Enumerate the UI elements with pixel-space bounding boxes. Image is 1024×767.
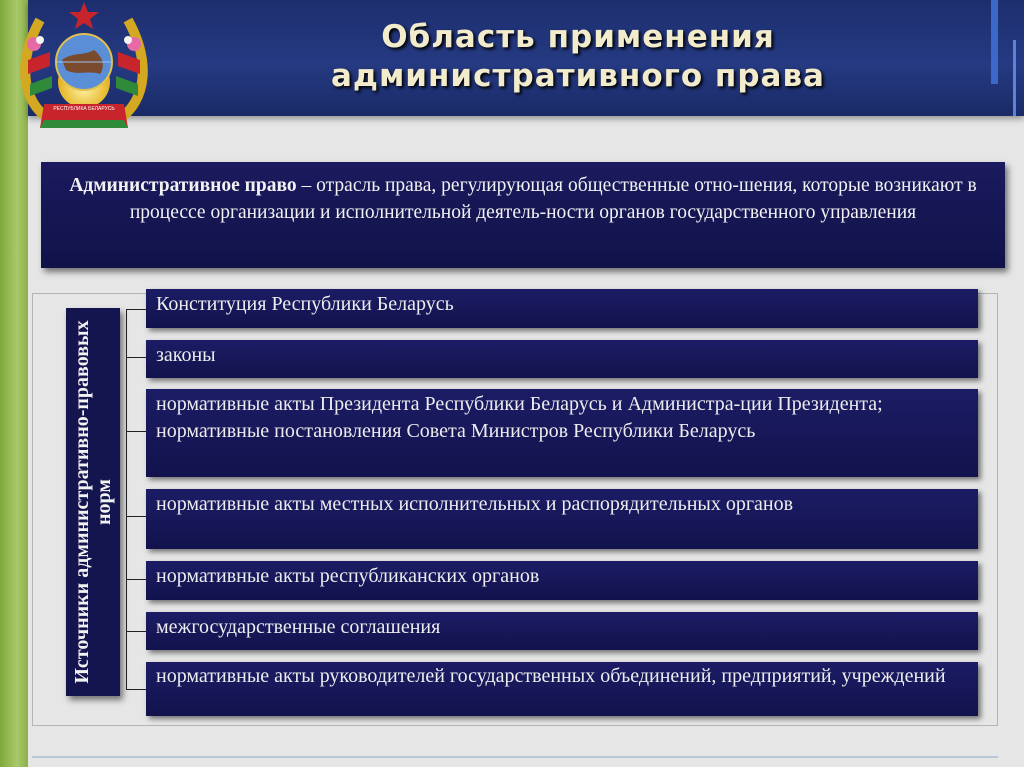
title-line-2: административного права <box>331 58 825 94</box>
source-item-president-acts: нормативные акты Президента Республики Беларусь и Администра-ции Президента; нормативные постановления Совета Министров Республики Беларусь <box>146 389 978 477</box>
coat-of-arms-ribbon-text: РЕСПУБЛИКА БЕЛАРУСЬ <box>53 106 115 112</box>
definition-box <box>41 162 1005 268</box>
source-item-constitution: Конституция Республики Беларусь <box>146 289 978 328</box>
bracket-tick <box>126 689 146 690</box>
bracket-tick <box>126 431 146 432</box>
header-accent-stripe-thin <box>1013 40 1016 116</box>
source-item-interstate-agreements: межгосударственные соглашения <box>146 612 978 650</box>
definition-text: – отрасль права, регулирующая общественные отно-шения, которые возникают в процессе организации и исполнительной деятель-ности органов государственного управления <box>129 175 977 223</box>
sources-bracket-line <box>126 309 127 689</box>
source-item-republican-acts: нормативные акты республиканских органов <box>146 561 978 600</box>
source-item-local-acts: нормативные акты местных исполнительных и распорядительных органов <box>146 489 978 549</box>
coat-of-arms-icon <box>10 0 158 136</box>
bracket-tick <box>126 357 146 358</box>
sources-label-text: Источники административно-правовых норм <box>71 320 115 684</box>
definition-term: Административное право <box>69 175 297 196</box>
slide-title <box>198 18 958 96</box>
bracket-tick <box>126 631 146 632</box>
slide-header <box>28 0 1024 116</box>
bracket-tick <box>126 309 146 310</box>
header-accent-stripe <box>991 0 998 84</box>
footer-line <box>32 756 998 758</box>
source-item-enterprise-acts: нормативные акты руководителей государственных объединений, предприятий, учреждений <box>146 662 978 716</box>
sources-vertical-label <box>66 308 120 696</box>
bracket-tick <box>126 579 146 580</box>
bracket-tick <box>126 516 146 517</box>
source-item-laws: законы <box>146 340 978 378</box>
title-line-1: Область применения <box>381 19 775 55</box>
